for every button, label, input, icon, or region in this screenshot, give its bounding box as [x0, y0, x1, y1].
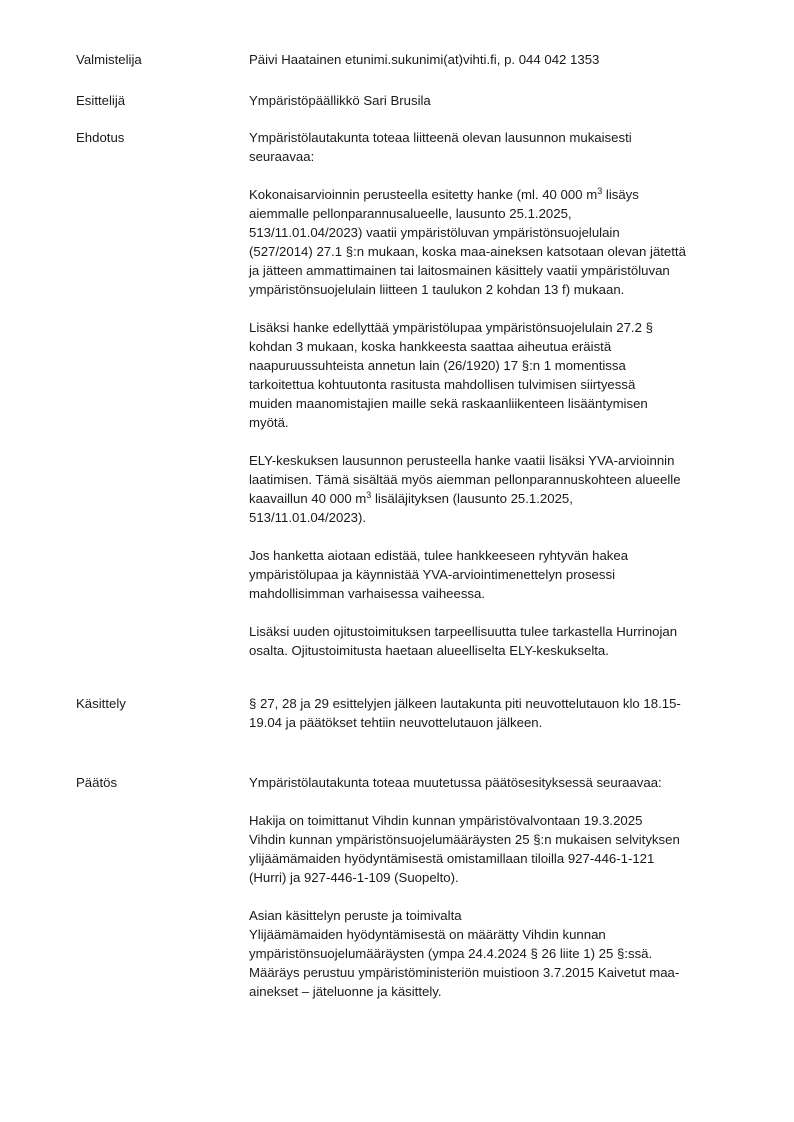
ehdotus-paragraph: Lisäksi uuden ojitustoimituksen tarpeellisuutta tulee tarkastella Hurrinojan osalta. Ojitustoimitusta haetaan alueelliselta ELY-keskukselta.: [249, 624, 678, 658]
ehdotus-paragraph: Ympäristölautakunta toteaa liitteenä olevan lausunnon mukaisesti seuraavaa:: [249, 130, 632, 164]
paatos-paragraph: Asian käsittelyn peruste ja toimivalta Ylijäämämaiden hyödyntämisestä on määrätty Vihdin kunnan ympäristönsuojelumääräysten (ympa 24.4.2024 § 26 liite 1) 25 §:ssä. Määräys perustuu ympäristöministeriön muistioon 3.7.2015 Kaivetut maa- ainekset – jäteluonne ja käsittely.: [249, 908, 680, 999]
label-valmistelija: Valmistelija: [76, 52, 142, 67]
label-ehdotus: Ehdotus: [76, 130, 125, 145]
ehdotus-paragraph: Lisäksi hanke edellyttää ympäristölupaa ympäristönsuojelulain 27.2 § kohdan 3 mukaan, koska hankkeesta saattaa aiheutua eräistä naapuruussuhteista annetun lain (26/1920) 17 §:n 1 momentissa tarkoitettua kohtuutonta rasitusta mahdollisen tulvimisen siirtyessä muiden maanomistajien maille sekä raskaanliikenteen lisääntymisen myötä.: [249, 320, 653, 430]
label-esittelija: Esittelijä: [76, 93, 126, 108]
valmistelija-text: Päivi Haatainen etunimi.sukunimi(at)vihti.fi, p. 044 042 1353: [249, 52, 600, 67]
ehdotus-paragraph: ELY-keskuksen lausunnon perusteella hanke vaatii lisäksi YVA-arvioinnin laatimisen. Tämä sisältää myös aiemman pellonparannuskohteen alueelle kaavaillun 40 000 $m^3$ lisäläjityksen (lausunto 25.1.2025, 513/11.01.04/2023).: [249, 453, 681, 525]
paatos-paragraph: Hakija on toimittanut Vihdin kunnan ympäristövalvontaan 19.3.2025 Vihdin kunnan ympäristönsuojelumääräysten 25 §:n mukaisen selvityksen ylijäämämaiden hyödyntämisestä omistamillaan tiloilla 927-446-1-121 (Hurri) ja 927-446-1-109 (Suopelto).: [249, 813, 680, 885]
label-paatos: Päätös: [76, 775, 118, 790]
kasittely-text: § 27, 28 ja 29 esittelyjen jälkeen lautakunta piti neuvottelutauon klo 18.15- 19.04 ja päätökset tehtiin neuvottelutauon jälkeen.: [249, 696, 681, 730]
ehdotus-content: [249, 128, 749, 660]
paatos-content: [249, 773, 749, 1001]
esittelija-text: Ympäristöpäällikkö Sari Brusila: [249, 93, 431, 108]
ehdotus-paragraph: Kokonaisarvioinnin perusteella esitetty hanke (ml. 40 000 $m^3$ lisäys aiemmalle pellonparannusalueelle, lausunto 25.1.2025, 513/11.01.04/2023) vaatii ympäristöluvan ympäristönsuojelulain (527/2014) 27.1 §:n mukaan, koska maa-aineksen katsotaan olevan jätettä ja jätteen ammattimainen tai laitosmainen käsittely vaatii ympäristöluvan ympäristönsuojelulain liitteen 1 taulukon 2 kohdan 13 f) mukaan.: [249, 186, 686, 297]
paatos-paragraph: Ympäristölautakunta toteaa muutetussa päätösesityksessä seuraavaa:: [249, 775, 662, 790]
ehdotus-paragraph: Jos hanketta aiotaan edistää, tulee hankkeeseen ryhtyvän hakea ympäristölupaa ja käynnistää YVA-arviointimenettelyn prosessi mahdollisimman varhaisessa vaiheessa.: [249, 548, 629, 601]
label-kasittely: Käsittely: [76, 696, 126, 711]
